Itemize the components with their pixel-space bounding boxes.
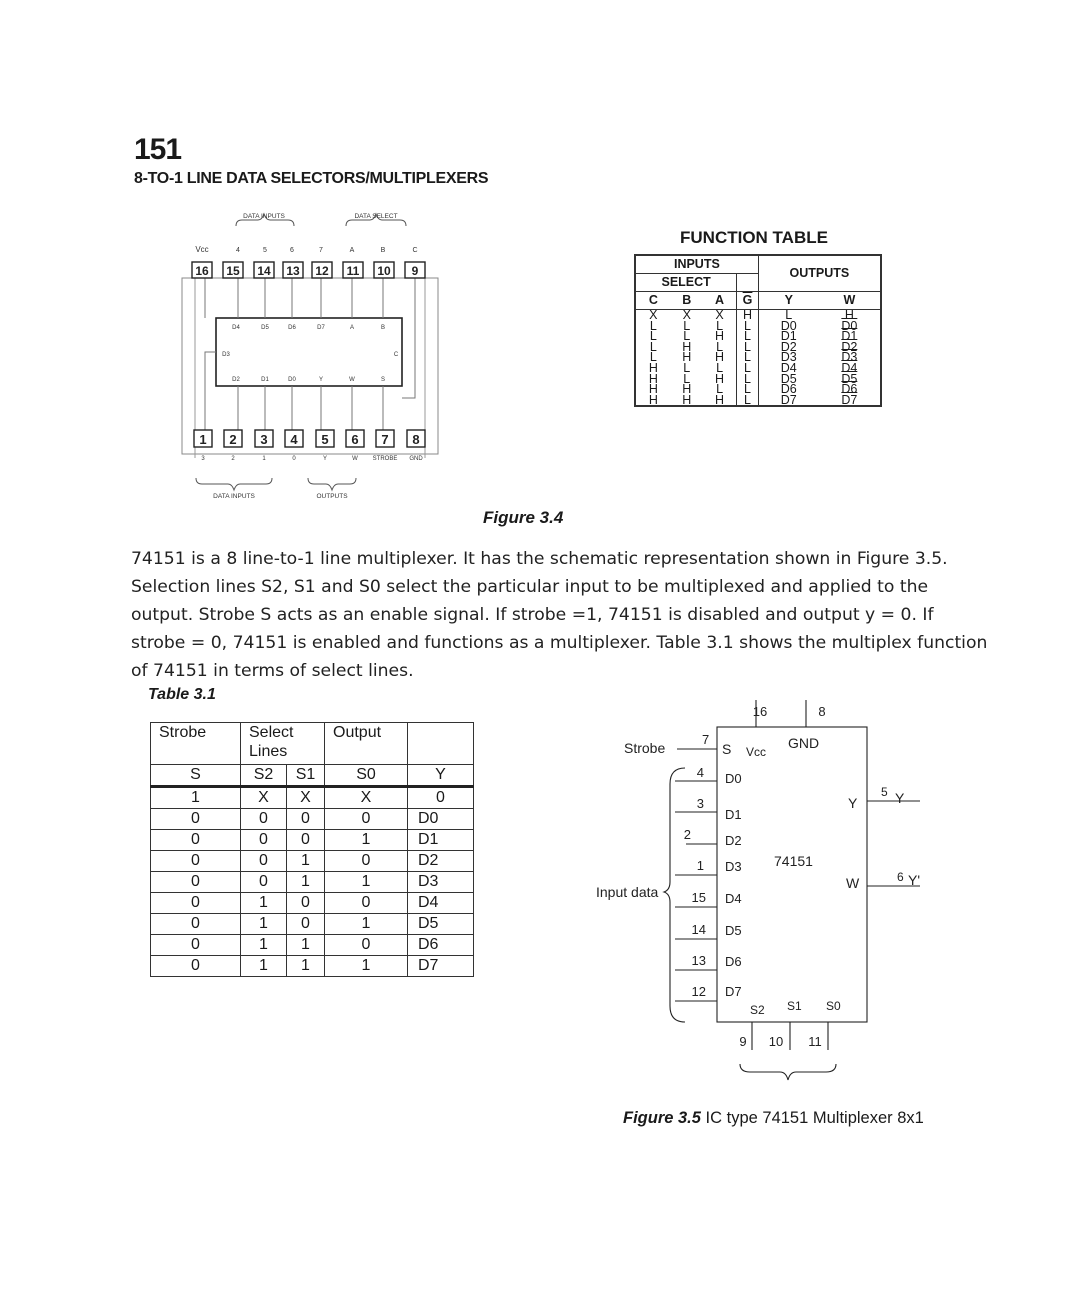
- ft-row: L H H L D3 D3: [649, 350, 858, 365]
- bottom-pin-number: 7: [381, 432, 389, 447]
- chip-number: 151: [134, 133, 182, 166]
- figure-3-5-caption-text: IC type 74151 Multiplexer 8x1: [700, 1109, 924, 1127]
- output-y-ext: Y: [895, 790, 905, 806]
- bottom-signal: W: [352, 456, 358, 462]
- ft-row: H H H L D7 D7: [648, 392, 858, 407]
- top-signal: 6: [290, 247, 294, 254]
- select-pin: 9: [739, 1034, 747, 1049]
- ft-row: H L H L D5 D5: [648, 371, 858, 386]
- input-pin: 14: [691, 922, 706, 937]
- input-label: D3: [725, 859, 742, 874]
- inner-top-label: A: [349, 325, 355, 331]
- output-y-pin: 5: [881, 785, 888, 799]
- input-label: D4: [725, 891, 742, 906]
- inner-top-label: B: [380, 325, 386, 331]
- ft-col-header: B: [671, 292, 703, 310]
- select-pin: 10: [768, 1034, 784, 1049]
- inner-bottom-label: D2: [232, 377, 240, 383]
- input-label: D6: [725, 954, 742, 969]
- input-pin: 2: [683, 827, 691, 842]
- t31-subheader: S2: [241, 765, 287, 787]
- figure-3-5-caption: [623, 1109, 924, 1128]
- function-table: [634, 254, 882, 407]
- input-pin: 1: [696, 858, 704, 873]
- ft-row: L L L L D0 D0: [649, 318, 858, 333]
- output-w-ext: Y': [908, 872, 921, 888]
- top-pin-number: 11: [346, 264, 360, 278]
- select-label: S1: [787, 999, 802, 1013]
- top-signal: B: [380, 247, 386, 254]
- bottom-pin-number: 5: [321, 432, 329, 447]
- top-pin-number: 12: [315, 264, 329, 278]
- top-signal: 5: [263, 247, 267, 254]
- figure-3-5-caption-bold: Figure 3.5: [623, 1109, 701, 1127]
- inner-right-label: C: [393, 352, 399, 358]
- label-outputs: OUTPUTS: [316, 493, 348, 498]
- ft-row: X X X H L H: [649, 308, 854, 322]
- inner-bottom-label: D0: [288, 377, 296, 383]
- input-pin: 3: [696, 796, 704, 811]
- bottom-pin-number: 4: [290, 432, 298, 447]
- mux-schematic: [590, 696, 940, 1086]
- brace-bottom-data: [196, 478, 272, 490]
- t31-row: 0 0 0 0 D0: [151, 809, 474, 830]
- inner-top-label: D5: [261, 325, 269, 331]
- t31-header-strobe: Strobe: [151, 723, 241, 765]
- bottom-pin-number: 3: [260, 432, 268, 447]
- ft-col-header: A: [703, 292, 737, 310]
- ft-row: H H L L D6 D6: [648, 382, 858, 397]
- t31-subheader: S0: [325, 765, 408, 787]
- ft-col-header: $\overline{G}$: [737, 292, 759, 310]
- t31-row: 0 0 0 1 D1: [151, 830, 474, 851]
- ft-col-header: Y: [758, 292, 818, 310]
- bottom-signal: STROBE: [372, 456, 398, 462]
- t31-row: 0 0 1 0 D2: [151, 851, 474, 872]
- chip-label: 74151: [774, 853, 813, 869]
- bottom-pin-number: 6: [351, 432, 359, 447]
- bottom-signal: 0: [292, 456, 296, 462]
- inner-bottom-label: W: [349, 377, 355, 383]
- bottom-signal: 2: [231, 456, 235, 462]
- inner-bottom-label: Y: [318, 377, 324, 383]
- top-signal: 7: [319, 247, 323, 254]
- pin-16: 16: [752, 704, 768, 719]
- label-data-inputs-top: DATA INPUTS: [243, 213, 285, 220]
- top-pin-number: 9: [411, 264, 419, 278]
- top-pin-number: 14: [257, 264, 271, 278]
- input-pin: 4: [696, 765, 704, 780]
- inner-top-label: D4: [232, 325, 240, 331]
- top-pin-number: 15: [226, 264, 240, 278]
- t31-header-empty: [408, 723, 474, 765]
- inner-bottom-label: D1: [261, 377, 269, 383]
- s-label: S: [722, 741, 732, 757]
- t31-row: 0 1 1 0 D6: [151, 935, 474, 956]
- t31-row: 1 X X X 0: [151, 787, 474, 809]
- ft-outputs-header: OUTPUTS: [758, 255, 881, 292]
- strobe-pin: 7: [702, 732, 710, 747]
- figure-3-4-caption: Figure 3.4: [483, 508, 564, 527]
- select-label: S0: [826, 999, 841, 1013]
- top-pin-number: 13: [286, 264, 300, 278]
- bottom-signal: 1: [262, 456, 266, 462]
- ft-select-header: SELECT: [635, 274, 737, 292]
- output-w-label: W: [846, 875, 860, 891]
- t31-header-select: Select Lines: [241, 723, 325, 765]
- input-label: D1: [725, 807, 742, 822]
- t31-subheader: S: [151, 765, 241, 787]
- label-data-select: DATA SELECT: [354, 213, 398, 220]
- bottom-signal: 3: [201, 456, 205, 462]
- table-3-1: [150, 722, 474, 977]
- package-outline: [182, 278, 438, 454]
- select-pin: 11: [808, 1034, 822, 1049]
- input-data-label: Input data: [596, 884, 659, 900]
- gnd-label: GND: [788, 735, 820, 751]
- ft-row: L L H L D1 D1: [649, 329, 858, 344]
- chip-title: 8-TO-1 LINE DATA SELECTORS/MULTIPLEXERS: [134, 170, 489, 187]
- t31-row: 0 1 0 0 D4: [151, 893, 474, 914]
- top-pin-number: 10: [377, 264, 391, 278]
- input-pin: 13: [691, 953, 706, 968]
- table-3-1-label: Table 3.1: [148, 686, 216, 703]
- brace-bottom-outputs: [308, 478, 356, 490]
- t31-header-output: Output: [325, 723, 408, 765]
- top-signal: C: [412, 247, 418, 254]
- vcc-label: Vcc: [746, 745, 767, 759]
- pinout-diagram: [178, 208, 440, 498]
- inner-bottom-label: S: [380, 377, 386, 383]
- bottom-pin-number: 1: [199, 432, 207, 447]
- output-w-pin: 6: [897, 870, 904, 884]
- input-label: D5: [725, 923, 742, 938]
- ft-row: L H L L D2 D2: [649, 339, 858, 354]
- label-vcc: Vcc: [195, 245, 209, 254]
- t31-row: 0 1 0 1 D5: [151, 914, 474, 935]
- output-y-label: Y: [848, 795, 858, 811]
- top-signal: A: [349, 247, 355, 254]
- input-label: D0: [725, 771, 742, 786]
- bottom-pin-number: 8: [412, 432, 420, 447]
- select-brace: [740, 1064, 836, 1080]
- top-signal: 4: [236, 247, 240, 254]
- input-label: D7: [725, 984, 742, 999]
- t31-subheader: Y: [408, 765, 474, 787]
- t31-subheader: S1: [287, 765, 325, 787]
- top-pin-number: 16: [195, 264, 209, 278]
- input-pin: 15: [691, 890, 706, 905]
- ft-col-header: W: [819, 292, 881, 310]
- bottom-signal: GND: [409, 456, 423, 462]
- inner-top-label: D6: [288, 325, 296, 331]
- ft-inputs-header: INPUTS: [635, 255, 758, 274]
- select-label: S2: [750, 1003, 765, 1017]
- ft-row: H L L L D4 D4: [648, 360, 858, 375]
- inner-left-label: D3: [222, 352, 230, 358]
- inner-chip-box: [216, 318, 402, 386]
- t31-row: 0 0 1 1 D3: [151, 872, 474, 893]
- function-table-title: FUNCTION TABLE: [680, 228, 828, 247]
- input-data-brace: [664, 768, 685, 1022]
- body-paragraph: 74151 is a 8 line-to-1 line multiplexer. It has the schematic representation shown in Figure 3.5. Selection lines S2, S1 and S0 select the particular input to be multiplexed and applied to the output. Strobe S acts as an enable signal. If strobe =1, 74151 is disabled and output y = 0. If strobe = 0, 74151 is enabled and functions as a multiplexer. Table 3.1 shows the multiplex function of 74151 in terms of select lines.: [131, 549, 988, 681]
- inner-top-label: D7: [317, 325, 325, 331]
- ft-col-header: C: [635, 292, 671, 310]
- input-label: D2: [725, 833, 742, 848]
- input-pin: 12: [691, 984, 706, 999]
- label-data-inputs-bottom: DATA INPUTS: [213, 493, 255, 498]
- t31-row: 0 1 1 1 D7: [151, 956, 474, 977]
- pin-8: 8: [818, 704, 826, 719]
- strobe-label: Strobe: [624, 740, 666, 756]
- bottom-signal: Y: [322, 456, 328, 462]
- bottom-pin-number: 2: [229, 432, 237, 447]
